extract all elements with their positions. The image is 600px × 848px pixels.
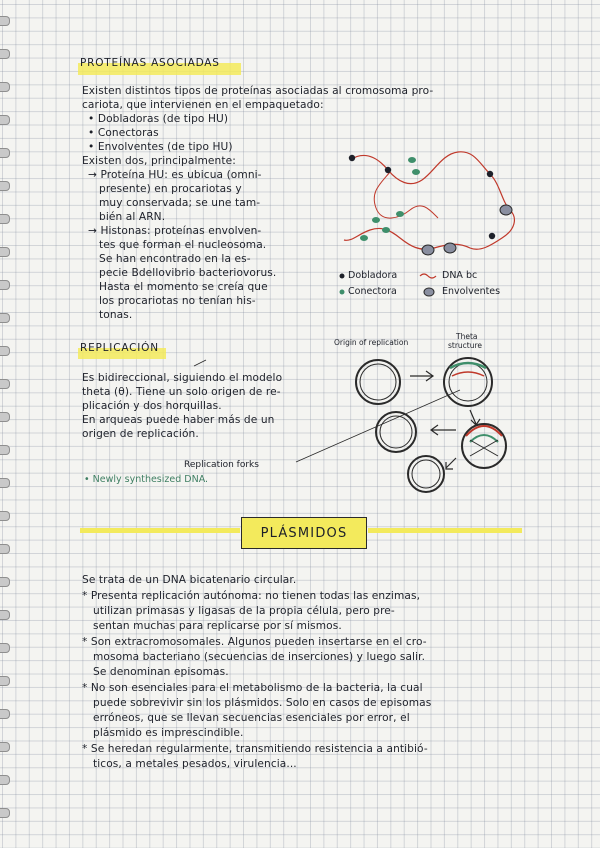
text-line: * No son esenciales para el metabolismo de la bacteria, la cual: [82, 682, 423, 694]
daughter-circle: [412, 460, 440, 488]
legend-envolvente-marker: [424, 288, 434, 296]
spiral-ring: [0, 412, 10, 422]
label-replication-forks: Replication forks: [184, 460, 259, 470]
spiral-ring: [0, 775, 10, 785]
text-line: theta (θ). Tiene un solo origen de re-: [82, 386, 281, 398]
legend-conectora-marker: [340, 290, 345, 295]
dna-circle: [356, 360, 400, 404]
label-theta: Theta: [456, 332, 478, 341]
text-line: Se trata de un DNA bicatenario circular.: [82, 574, 297, 586]
banner-line-left: [80, 528, 240, 533]
text-line: • Conectoras: [88, 127, 159, 139]
text-line: presente) en procariotas y: [99, 183, 242, 195]
envolvente-protein: [444, 243, 456, 253]
label-newly-synthesized: • Newly synthesized DNA.: [84, 474, 209, 485]
text-line: los procariotas no tenían his-: [99, 295, 256, 307]
spiral-ring: [0, 577, 10, 587]
text-line: erróneos, que se llevan secuencias esenciales por error, el: [93, 712, 410, 724]
spiral-ring: [0, 676, 10, 686]
spiral-ring: [0, 742, 10, 752]
envolvente-protein: [500, 205, 512, 215]
text-line: • Envolventes (de tipo HU): [88, 141, 233, 153]
dna-circle: [360, 364, 396, 400]
text-line: tonas.: [99, 309, 133, 321]
plasmidos-title-text: PLÁSMIDOS: [260, 525, 348, 541]
text-line: ticos, a metales pesados, virulencia...: [93, 758, 297, 770]
arrow-diagonal: [446, 458, 456, 469]
text-line: muy conservada; se une tam-: [99, 197, 261, 209]
label-theta-structure: structure: [448, 341, 483, 350]
text-line: mosoma bacteriano (secuencias de inserciones) y luego salir.: [93, 651, 426, 663]
spiral-ring: [0, 643, 10, 653]
section-title-replicacion: REPLICACIÓN: [80, 342, 159, 354]
dna-strand-red: [374, 172, 438, 218]
arrow-down: [470, 410, 480, 425]
spiral-ring: [0, 445, 10, 455]
spiral-ring: [0, 808, 10, 818]
text-line: tes que forman el nucleosoma.: [99, 239, 267, 251]
label-origin: Origin of replication: [334, 338, 409, 347]
spiral-ring: [0, 181, 10, 191]
dobladora-protein: [349, 155, 355, 161]
spiral-ring: [0, 544, 10, 554]
theta-circle: [444, 358, 492, 406]
text-line: Es bidireccional, siguiendo el modelo: [82, 372, 283, 384]
conectora-protein: [360, 235, 368, 241]
text-line: → Histonas: proteínas envolven-: [88, 225, 262, 237]
spiral-ring: [0, 214, 10, 224]
text-line: origen de replicación.: [82, 428, 199, 440]
conectora-protein: [396, 211, 404, 217]
text-line: cariota, que intervienen en el empaquetado:: [82, 99, 324, 111]
section-title-plasmidos: [241, 517, 367, 549]
arrow-right: [410, 371, 433, 381]
spiral-ring: [0, 511, 10, 521]
section-title-proteinas: PROTEÍNAS ASOCIADAS: [80, 57, 220, 69]
text-line: Se han encontrado en la es-: [99, 253, 251, 265]
dobladora-protein: [489, 233, 495, 239]
dobladora-protein: [385, 167, 391, 173]
legend-dobladora: Dobladora: [348, 270, 398, 281]
spiral-ring: [0, 379, 10, 389]
spiral-ring: [0, 16, 10, 26]
text-line: * Se heredan regularmente, transmitiendo resistencia a antibió-: [82, 743, 428, 755]
envolvente-protein: [422, 245, 434, 255]
text-line: • Dobladoras (de tipo HU): [88, 113, 229, 125]
legend-envolventes: Envolventes: [442, 286, 501, 297]
legend-dna-marker: [420, 274, 436, 278]
conectora-protein: [382, 227, 390, 233]
spiral-ring: [0, 115, 10, 125]
spiral-ring: [0, 709, 10, 719]
spiral-ring: [0, 313, 10, 323]
dna-strand-red: [344, 152, 514, 249]
text-line: sentan muchas para replicarse por sí mismos.: [93, 620, 342, 632]
dna-proteins-diagram: [330, 140, 530, 270]
text-line: Existen distintos tipos de proteínas asociadas al cromosoma pro-: [82, 85, 434, 97]
text-line: * Presenta replicación autónoma: no tienen todas las enzimas,: [82, 590, 421, 602]
new-dna-strand: [452, 372, 484, 376]
legend-conectora: Conectora: [348, 286, 397, 297]
theta-crossing: [470, 440, 498, 456]
text-line: Existen dos, principalmente:: [82, 155, 236, 167]
spiral-ring: [0, 346, 10, 356]
forks-pointer-line: [296, 390, 460, 462]
banner-line-right: [368, 528, 522, 533]
conectora-protein: [408, 157, 416, 163]
daughter-circle: [408, 456, 444, 492]
text-line: plásmido es imprescindible.: [93, 727, 244, 739]
spiral-ring: [0, 49, 10, 59]
text-line: bién al ARN.: [99, 211, 166, 223]
spiral-ring: [0, 148, 10, 158]
pointer-line: [194, 360, 206, 366]
text-line: plicación y dos horquillas.: [82, 400, 222, 412]
spiral-ring: [0, 82, 10, 92]
theta-circle: [449, 363, 487, 401]
spiral-ring: [0, 610, 10, 620]
theta-circle: [462, 424, 506, 468]
spiral-ring: [0, 280, 10, 290]
text-line: * Son extracromosomales. Algunos pueden insertarse en el cro-: [82, 636, 427, 648]
dobladora-protein: [487, 171, 493, 177]
text-line: puede sobrevivir sin los plásmidos. Solo en casos de episomas: [93, 697, 432, 709]
spiral-ring: [0, 478, 10, 488]
text-line: pecie Bdellovibrio bacteriovorus.: [99, 267, 277, 279]
conectora-protein: [412, 169, 420, 175]
replication-diagram: [170, 346, 530, 496]
text-line: Se denominan episomas.: [93, 666, 229, 678]
conectora-protein: [372, 217, 380, 223]
spiral-ring: [0, 247, 10, 257]
arrow-left: [431, 425, 456, 435]
text-line: En arqueas puede haber más de un: [82, 414, 275, 426]
legend-dna: DNA bc: [442, 270, 478, 281]
text-line: utilizan primasas y ligasas de la propia célula, pero pre-: [93, 605, 395, 617]
new-dna-strand: [470, 435, 498, 442]
text-line: → Proteína HU: es ubicua (omni-: [88, 169, 262, 181]
legend-dobladora-marker: [340, 274, 345, 279]
text-line: Hasta el momento se creía que: [99, 281, 268, 293]
daughter-circle: [380, 416, 412, 448]
